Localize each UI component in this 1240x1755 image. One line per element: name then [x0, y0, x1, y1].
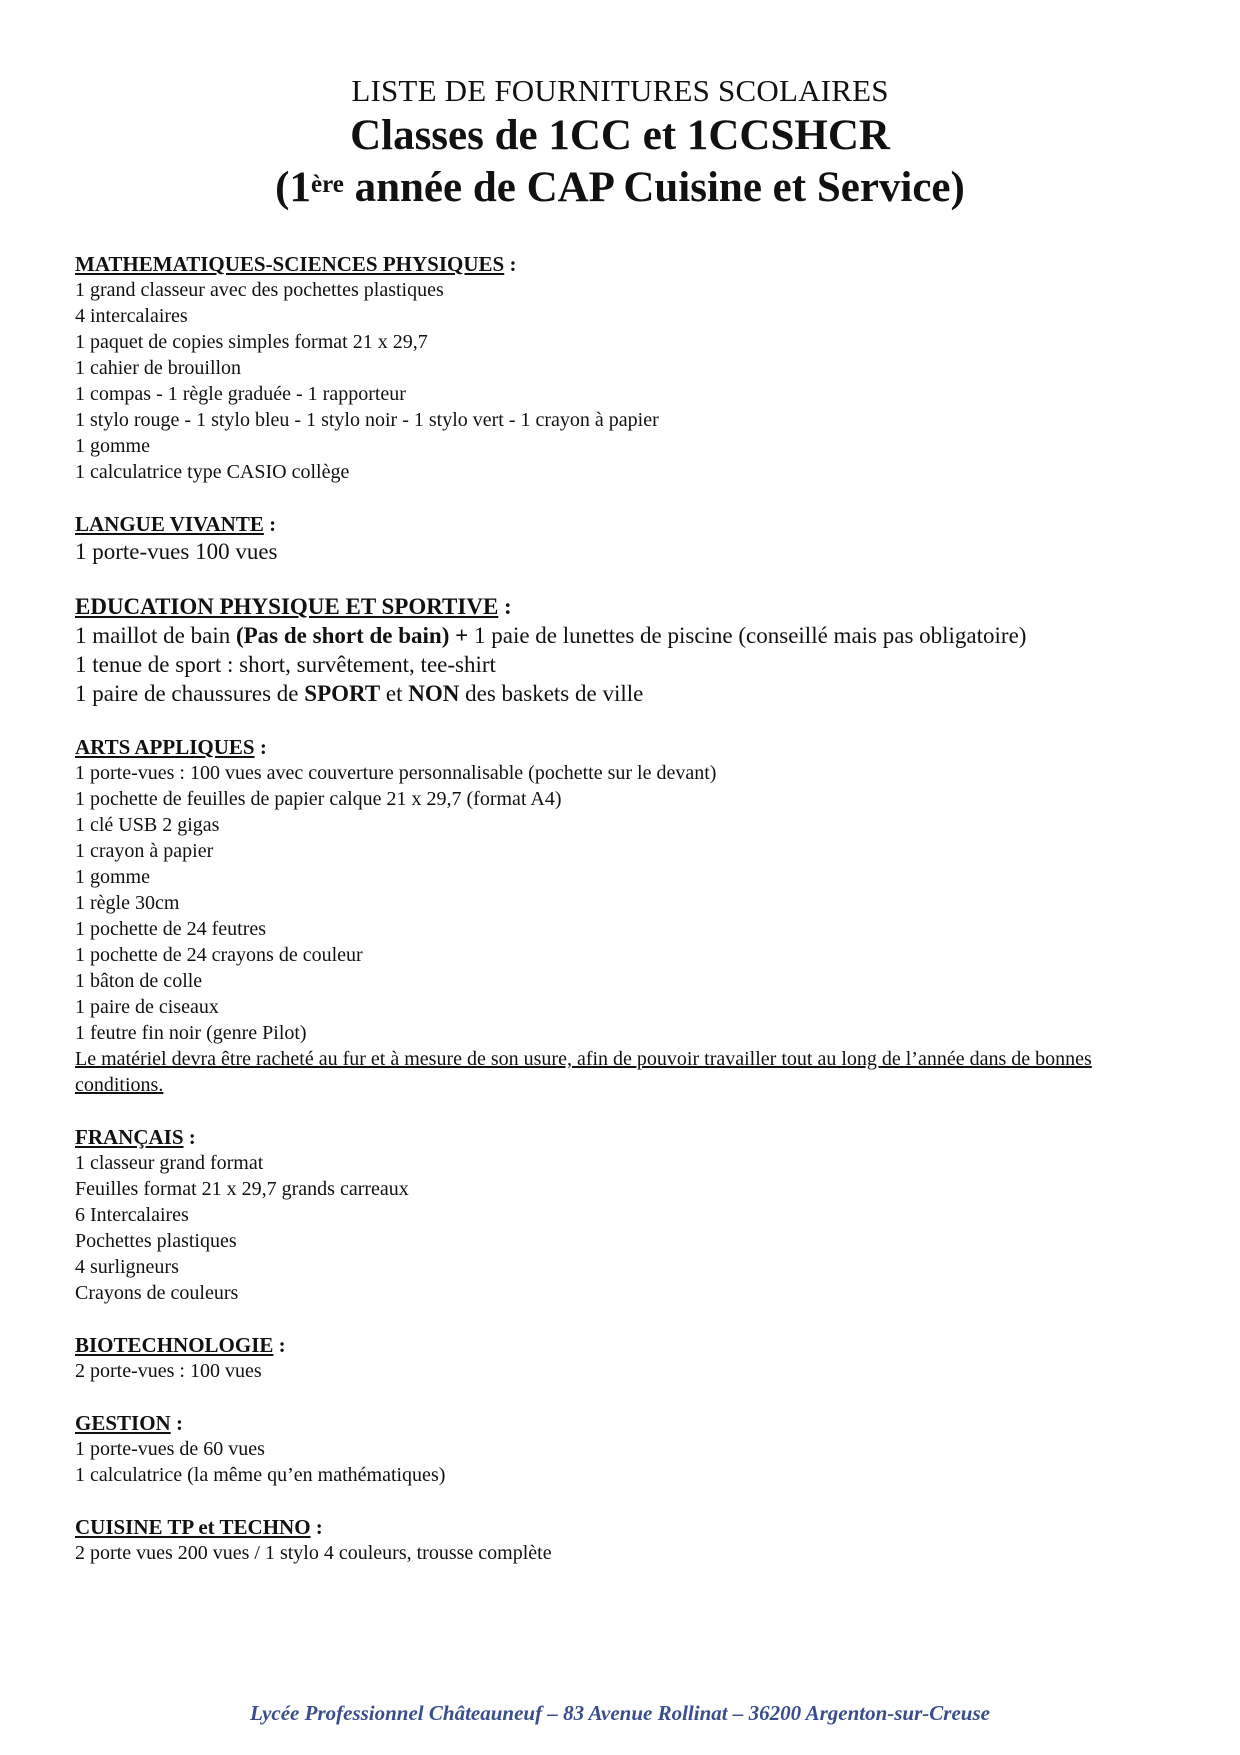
- document-header: [0, 72, 1240, 214]
- school-address-footer: Lycée Professionnel Châteauneuf – 83 Avenue Rollinat – 36200 Argenton-sur-Creuse: [250, 1701, 990, 1725]
- item-text: et: [380, 681, 409, 706]
- section-title-text: GESTION: [75, 1411, 171, 1435]
- list-item: 1 cahier de brouillon: [75, 357, 242, 379]
- section-gestion: [75, 1410, 1175, 1488]
- section-title-text: BIOTECHNOLOGIE: [75, 1333, 274, 1357]
- section-title-text: EDUCATION PHYSIQUE ET SPORTIVE: [75, 594, 499, 619]
- list-item: 1 calculatrice (la même qu’en mathématiques): [75, 1464, 446, 1486]
- list-item: 2 porte-vues : 100 vues: [75, 1360, 262, 1382]
- list-item: 1 pochette de 24 feutres: [75, 918, 267, 940]
- list-item: Pochettes plastiques: [75, 1230, 237, 1252]
- item-emphasis: NON: [408, 681, 460, 706]
- list-item: 1 pochette de 24 crayons de couleur: [75, 944, 363, 966]
- item-text: 1 paire de chaussures de: [75, 681, 305, 706]
- item-emphasis: SPORT: [304, 681, 381, 706]
- section-title: [75, 511, 1175, 537]
- list-item: 6 Intercalaires: [75, 1204, 189, 1226]
- section-langue-vivante: [75, 511, 1175, 566]
- section-title-colon: :: [254, 735, 267, 759]
- list-item: 1 clé USB 2 gigas: [75, 814, 220, 836]
- section-title-colon: :: [170, 1411, 183, 1435]
- list-item: 1 tenue de sport : short, survêtement, tee-shirt: [75, 652, 496, 677]
- section-title-colon: :: [498, 594, 512, 619]
- section-title-colon: :: [263, 512, 277, 536]
- usage-note: Le matériel devra être racheté au fur et à mesure de son usure, afin de pouvoir travailler tout au long de l’année dans de bonnes conditions.: [75, 1048, 1092, 1096]
- item-emphasis: (Pas de short de bain) +: [235, 623, 469, 648]
- section-title-colon: :: [183, 1125, 196, 1149]
- section-eps: [75, 592, 1175, 708]
- list-item: 1 paire de ciseaux: [75, 996, 219, 1018]
- section-title: [75, 1410, 1175, 1436]
- list-item: 1 paquet de copies simples format 21 x 29,7: [75, 331, 428, 353]
- class-subtitle-rest: année de CAP Cuisine et Service): [343, 164, 965, 211]
- section-title: [75, 1124, 1175, 1150]
- document-title: LISTE DE FOURNITURES SCOLAIRES: [351, 73, 889, 108]
- list-item: 1 calculatrice type CASIO collège: [75, 461, 350, 483]
- section-title-colon: :: [504, 252, 517, 276]
- section-title-text: FRANÇAIS: [75, 1125, 184, 1149]
- list-item: [75, 621, 1175, 650]
- list-item: 4 intercalaires: [75, 305, 188, 327]
- list-item: 1 gomme: [75, 866, 150, 888]
- list-item: 1 gomme: [75, 435, 150, 457]
- section-maths: [75, 251, 1175, 485]
- section-cuisine: [75, 1514, 1175, 1566]
- section-title-text: ARTS APPLIQUES: [75, 735, 255, 759]
- section-title-text: LANGUE VIVANTE: [75, 512, 264, 536]
- section-title-colon: :: [273, 1333, 286, 1357]
- section-title: [75, 251, 1175, 277]
- list-item: Feuilles format 21 x 29,7 grands carreaux: [75, 1178, 409, 1200]
- list-item: 1 règle 30cm: [75, 892, 180, 914]
- class-title: Classes de 1CC et 1CCSHCR: [350, 112, 890, 159]
- item-text: des baskets de ville: [459, 681, 644, 706]
- section-title: [75, 592, 1175, 621]
- section-title-colon: :: [310, 1515, 323, 1539]
- section-title-text: MATHEMATIQUES-SCIENCES PHYSIQUES: [75, 252, 505, 276]
- list-item: 1 bâton de colle: [75, 970, 203, 992]
- section-arts-appliques: [75, 734, 1175, 1098]
- list-item: [75, 679, 1175, 708]
- list-item: 1 porte-vues 100 vues: [75, 539, 278, 564]
- item-text: 1 maillot de bain: [75, 623, 236, 648]
- list-item: 1 feutre fin noir (genre Pilot): [75, 1022, 307, 1044]
- section-title: [75, 734, 1175, 760]
- section-francais: [75, 1124, 1175, 1306]
- class-subtitle-prefix: (1: [275, 164, 311, 211]
- list-item: 1 pochette de feuilles de papier calque 21 x 29,7 (format A4): [75, 788, 562, 810]
- list-item: 1 porte-vues : 100 vues avec couverture personnalisable (pochette sur le devant): [75, 762, 717, 784]
- list-item: 1 crayon à papier: [75, 840, 214, 862]
- list-item: 4 surligneurs: [75, 1256, 179, 1278]
- list-item: Crayons de couleurs: [75, 1282, 239, 1304]
- list-item: 1 stylo rouge - 1 stylo bleu - 1 stylo noir - 1 stylo vert - 1 crayon à papier: [75, 409, 659, 431]
- class-subtitle: [0, 162, 1240, 214]
- list-item: 1 grand classeur avec des pochettes plastiques: [75, 279, 444, 301]
- list-item: 1 compas - 1 règle graduée - 1 rapporteur: [75, 383, 406, 405]
- section-title: [75, 1514, 1175, 1540]
- list-item: 1 classeur grand format: [75, 1152, 264, 1174]
- list-item: 2 porte vues 200 vues / 1 stylo 4 couleurs, trousse complète: [75, 1542, 552, 1564]
- supply-list: [75, 251, 1175, 1592]
- section-title: [75, 1332, 1175, 1358]
- item-text: 1 paie de lunettes de piscine (conseillé mais pas obligatoire): [468, 623, 1027, 648]
- section-biotechnologie: [75, 1332, 1175, 1384]
- list-item: 1 porte-vues de 60 vues: [75, 1438, 265, 1460]
- section-title-text: CUISINE TP et TECHNO: [75, 1515, 311, 1539]
- class-subtitle-superscript: ère: [310, 171, 344, 198]
